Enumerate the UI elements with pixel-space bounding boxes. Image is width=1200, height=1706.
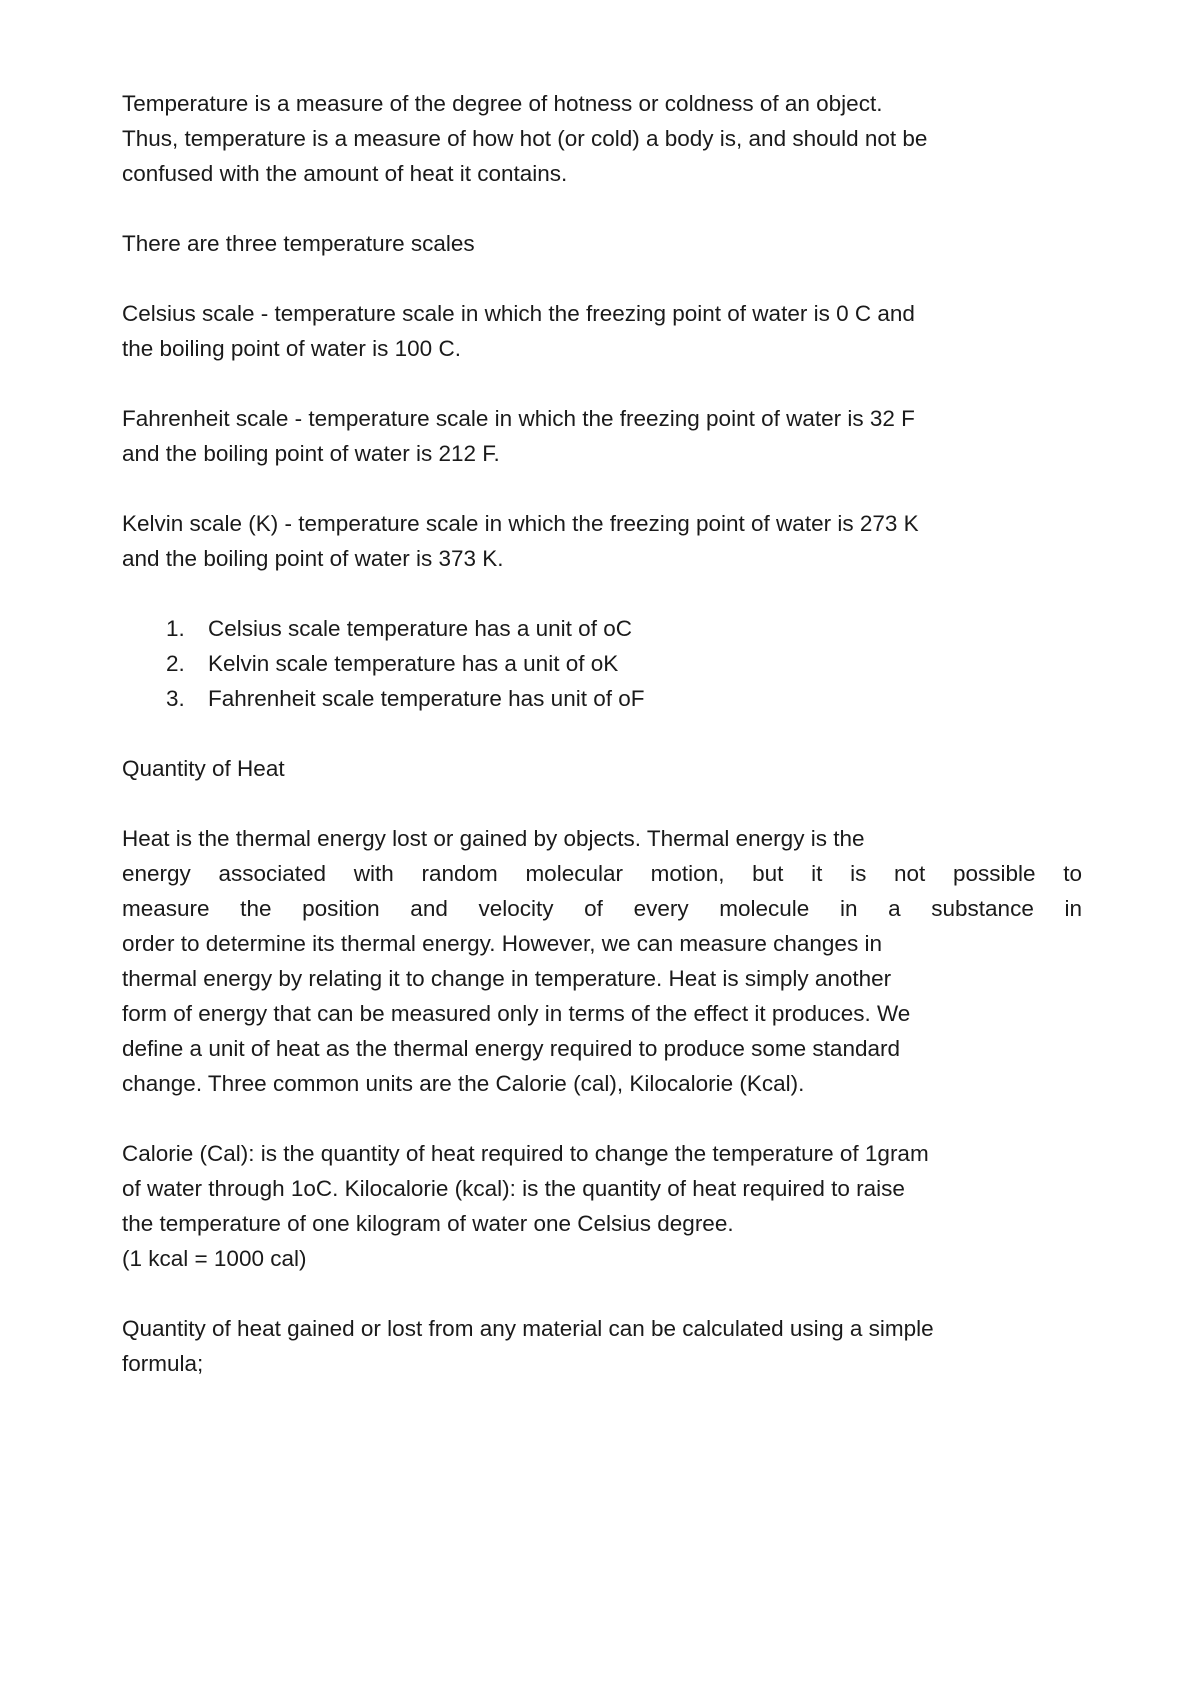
list-item (122, 611, 1082, 646)
text-line: Fahrenheit scale - temperature scale in which the freezing point of water is 32 F (122, 406, 915, 431)
text-line: of water through 1oC. Kilocalorie (kcal): is the quantity of heat required to raise (122, 1176, 905, 1201)
scales-intro-paragraph (122, 226, 1082, 261)
celsius-paragraph (122, 296, 1082, 366)
text-line: Celsius scale - temperature scale in which the freezing point of water is 0 C and (122, 301, 915, 326)
heat-definition-paragraph (122, 821, 1082, 1101)
text-line: Temperature is a measure of the degree of hotness or coldness of an object. (122, 91, 883, 116)
text-line: change. Three common units are the Calorie (cal), Kilocalorie (Kcal). (122, 1071, 805, 1096)
text-line: Heat is the thermal energy lost or gained by objects. Thermal energy is the (122, 826, 865, 851)
list-item (122, 646, 1082, 681)
list-item (122, 681, 1082, 716)
list-item-text: Kelvin scale temperature has a unit of oK (208, 651, 619, 676)
temperature-units-list (122, 611, 1082, 716)
text-line: energy associated with random molecular motion, but it is not possible to (122, 861, 1082, 886)
text-line: order to determine its thermal energy. However, we can measure changes in (122, 931, 882, 956)
list-number: 1. (166, 616, 185, 641)
calorie-paragraph (122, 1136, 1082, 1276)
text-line: measure the position and velocity of every molecule in a substance in (122, 896, 1082, 921)
text-line: There are three temperature scales (122, 231, 475, 256)
text-line: define a unit of heat as the thermal energy required to produce some standard (122, 1036, 900, 1061)
text-line: (1 kcal = 1000 cal) (122, 1246, 307, 1271)
document-page (122, 86, 1082, 1416)
fahrenheit-paragraph (122, 401, 1082, 471)
text-line: Calorie (Cal): is the quantity of heat required to change the temperature of 1gram (122, 1141, 929, 1166)
list-item-text: Fahrenheit scale temperature has unit of oF (208, 686, 645, 711)
text-line: thermal energy by relating it to change in temperature. Heat is simply another (122, 966, 892, 991)
text-line: confused with the amount of heat it contains. (122, 161, 568, 186)
text-line: Kelvin scale (K) - temperature scale in which the freezing point of water is 273 K (122, 511, 919, 536)
heat-heading (122, 751, 1082, 786)
text-line: form of energy that can be measured only in terms of the effect it produces. We (122, 1001, 911, 1026)
text-line: formula; (122, 1351, 204, 1376)
list-number: 2. (166, 651, 185, 676)
text-line: the boiling point of water is 100 C. (122, 336, 461, 361)
list-number: 3. (166, 686, 185, 711)
text-line: and the boiling point of water is 373 K. (122, 546, 504, 571)
text-line: Quantity of Heat (122, 756, 285, 781)
text-line: Thus, temperature is a measure of how hot (or cold) a body is, and should not be (122, 126, 928, 151)
text-line: and the boiling point of water is 212 F. (122, 441, 500, 466)
text-line: Quantity of heat gained or lost from any material can be calculated using a simple (122, 1316, 934, 1341)
formula-intro-paragraph (122, 1311, 1082, 1381)
list-item-text: Celsius scale temperature has a unit of oC (208, 616, 632, 641)
text-line: the temperature of one kilogram of water one Celsius degree. (122, 1211, 734, 1236)
intro-paragraph (122, 86, 1082, 191)
kelvin-paragraph (122, 506, 1082, 576)
